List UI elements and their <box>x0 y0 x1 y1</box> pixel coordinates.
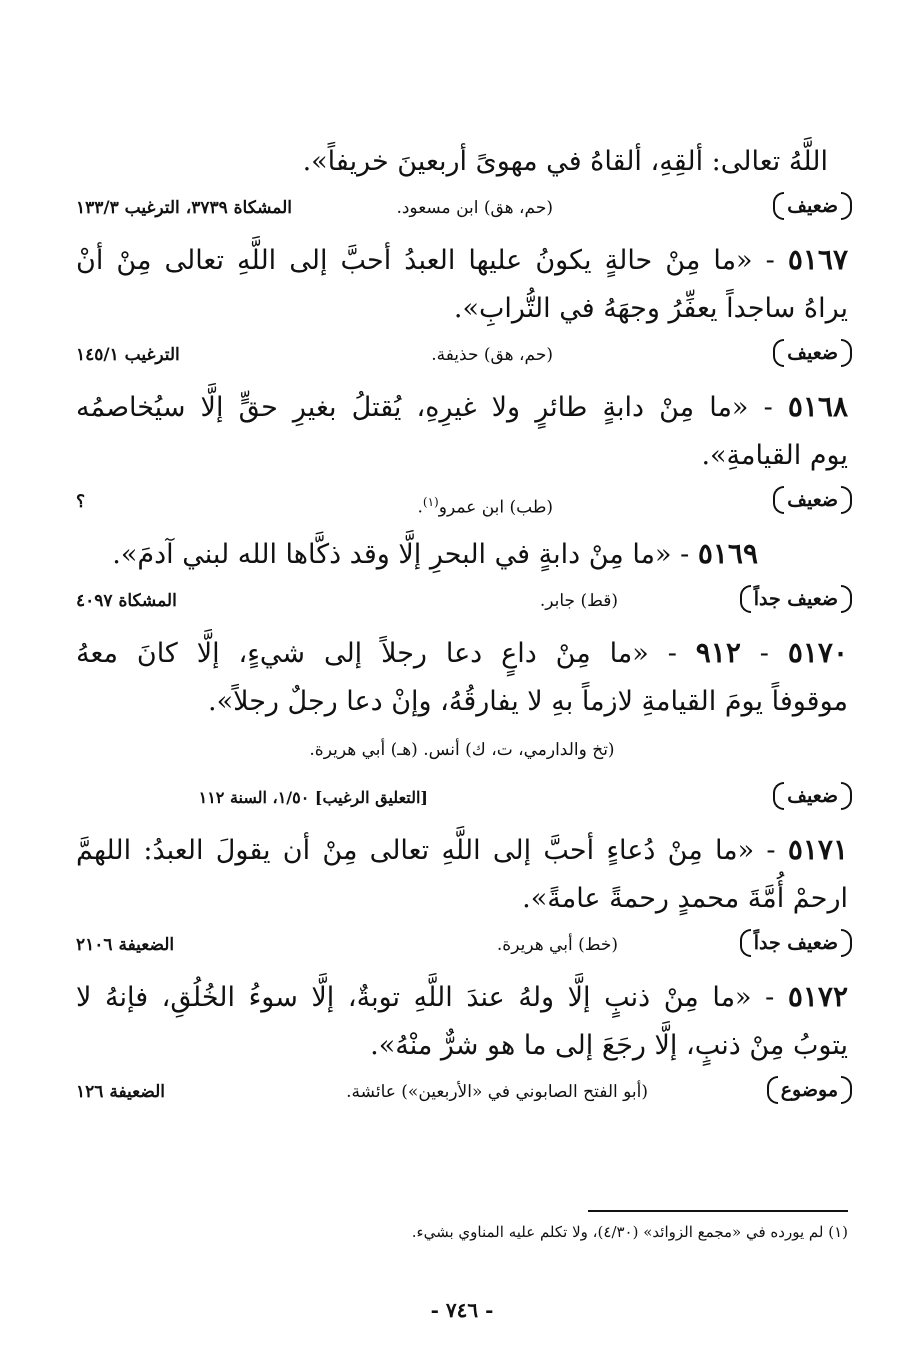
hadith-text: - «ما مِنْ داعٍ دعا رجلاً إلى شيءٍ، إلَّا كانَ معهُ <box>76 638 677 669</box>
hadith-source: (حم، هق) حذيفة. <box>431 345 553 365</box>
hadith-number: ٥١٦٧ <box>787 243 848 276</box>
hadith-text: - «ما مِنْ حالةٍ يكونُ عليها العبدُ أحبَّ إلى اللَّهِ تعالى مِنْ أنْ <box>76 245 775 276</box>
hadith-reference: [التعليق الرغيب] ١/٥٠، السنة ١١٢ <box>198 788 428 807</box>
grade-badge: موضوع <box>771 1072 848 1108</box>
hadith-5171-line-1 <box>76 826 848 875</box>
footnote-rule <box>588 1210 848 1212</box>
grade-badge: ضعيف <box>777 188 848 224</box>
hadith-5169-grade-row <box>76 579 848 623</box>
hadith-text: - «ما مِنْ دابةٍ في البحرِ إلَّا وقد ذكَّاها الله لبني آدمَ». <box>112 539 690 570</box>
hadith-5170-line-1: ٥١٧٠ - ٩١٢ - «ما مِنْ داعٍ دعا رجلاً إلى شيءٍ، إلَّا كانَ معهُ <box>76 636 848 669</box>
hadith-source: (طب) ابن عمرو$^{(١)}$. <box>417 495 553 518</box>
hadith-5172-grade-row <box>76 1070 848 1114</box>
hadith-source: (أبو الفتح الصابوني في «الأربعين») عائشة. <box>346 1082 648 1102</box>
hadith-5168-line-1 <box>76 383 848 432</box>
hadith-5171-line-2: ارحمْ أُمَّةَ محمدٍ رحمةً عامةً». <box>522 883 848 914</box>
grade-badge: ضعيف <box>777 778 848 814</box>
grade-badge: ضعيف جداً <box>744 925 848 961</box>
grade-badge: ضعيف جداً <box>744 581 848 617</box>
hadith-text: - «ما مِنْ دابةٍ طائرٍ ولا غيرِهِ، يُقتلُ بغيرِ حقٍّ إلَّا سيُخاصمُه <box>76 392 773 423</box>
hadith-reference: المشكاة ٤٠٩٧ <box>76 591 177 611</box>
hadith-reference: الترغيب ١٤٥/١ <box>76 345 180 365</box>
hadith-5170-sources: (تخ والدارمي، ت، ك) أنس. (هـ) أبي هريرة. <box>309 740 615 760</box>
hadith-reference: الضعيفة ١٢٦ <box>76 1082 166 1102</box>
hadith-5172-line-2: يتوبُ مِنْ ذنبٍ، إلَّا رجَعَ إلى ما هو شرٌّ منْهُ». <box>370 1030 848 1061</box>
hadith-5171-grade-row <box>76 923 848 967</box>
footnote: (١) لم يورده في «مجمع الزوائد» (٤/٣٠)، ولا تكلم عليه المناوي بشيء. <box>411 1223 848 1241</box>
hadith-source: (قط) جابر. <box>539 591 618 611</box>
hadith-reference: المشكاة ٣٧٣٩، الترغيب ١٣٣/٣ <box>76 198 293 218</box>
hadith-number-secondary: ٩١٢ <box>695 636 741 669</box>
hadith-5168-line-2: يوم القيامةِ». <box>701 440 848 471</box>
hadith-5172-line-1 <box>76 973 848 1022</box>
hadith-source: (خط) أبي هريرة. <box>496 935 618 955</box>
source-text: (طب) ابن عمرو <box>438 497 553 518</box>
hadith-source: (حم، هق) ابن مسعود. <box>396 198 553 218</box>
hadith-number: ٥١٦٨ <box>787 390 848 423</box>
page-number: - ٧٤٦ - <box>430 1298 494 1322</box>
grade-badge: ضعيف <box>777 482 848 518</box>
hadith-5167-grade-row <box>76 333 848 377</box>
hadith-5166-line: اللَّهُ تعالى: ألقِهِ، ألقاهُ في مهوىً أربعينَ خريفاً». <box>302 146 828 177</box>
grade-badge: ضعيف <box>777 335 848 371</box>
hadith-reference: ؟ <box>76 492 86 512</box>
hadith-5170-grade-row <box>76 776 848 820</box>
hadith-5167-line-1 <box>76 236 848 285</box>
hadith-5170-line-2: موقوفاً يومَ القيامةِ لازماً بهِ لا يفارقُهُ، وإنْ دعا رجلٌ رجلاً». <box>208 686 848 717</box>
hadith-number: ٥١٧١ <box>787 833 848 866</box>
hadith-5167-line-2: يراهُ ساجداً يعفِّرُ وجهَهُ في التُّرابِ». <box>453 293 848 324</box>
hadith-number: ٥١٧٢ <box>787 980 848 1013</box>
hadith-5166-grade-row <box>76 186 848 230</box>
page-body <box>76 138 848 1120</box>
hadith-5169-line-1 <box>76 530 848 579</box>
hadith-text: - «ما مِنْ ذنبٍ إلَّا ولهُ عندَ اللَّهِ توبةٌ، إلَّا سوءُ الخُلُقِ، فإنهُ لا <box>76 982 775 1013</box>
hadith-5168-grade-row <box>76 480 848 524</box>
hadith-text: - «ما مِنْ دُعاءٍ أحبَّ إلى اللَّهِ تعالى مِنْ أن يقولَ العبدُ: اللهمَّ <box>76 835 776 866</box>
hadith-reference: الضعيفة ٢١٠٦ <box>76 935 175 955</box>
hadith-number: ٥١٦٩ <box>697 537 758 570</box>
footnote-marker: (١) <box>422 495 439 509</box>
hadith-number: ٥١٧٠ <box>787 636 848 669</box>
